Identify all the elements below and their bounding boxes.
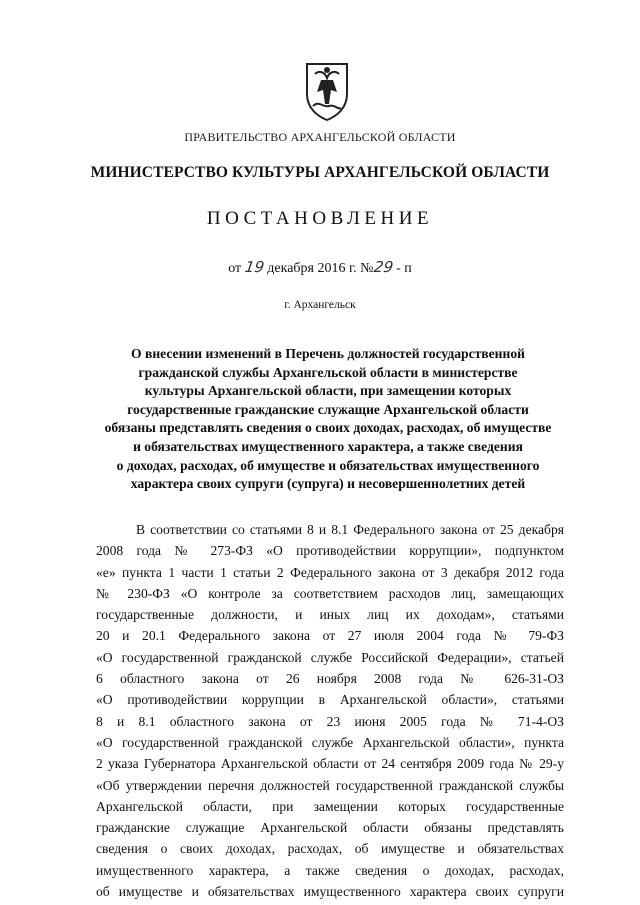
date-month-year: декабря 2016 г. № — [267, 261, 374, 276]
body-line: 6 областного закона от 26 ноября 2008 года № 626-31-ОЗ — [96, 671, 564, 687]
title-line: О внесении изменений в Перечень должностей государственной — [131, 346, 525, 361]
government-name: ПРАВИТЕЛЬСТВО АРХАНГЕЛЬСКОЙ ОБЛАСТИ — [184, 130, 456, 144]
title-line: культуры Архангельской области, при замещении которых — [144, 383, 512, 399]
body-text — [96, 519, 564, 902]
document-type: ПОСТАНОВЛЕНИЕ — [206, 208, 434, 229]
document-title — [92, 345, 564, 494]
body-line: № 230-ФЗ «О контроле за соответствием расходов лиц, замещающих — [96, 585, 564, 601]
date-prefix: от — [228, 261, 242, 276]
coat-of-arms-icon — [303, 60, 351, 122]
body-line: В соответствии со статьями 8 и 8.1 Федерального закона от 25 декабря — [136, 522, 564, 537]
title-line: о доходах, расходах, об имуществе и обязательствах имущественного — [116, 457, 540, 473]
body-line: имущественного характера, а также сведения о доходах, расходах, — [96, 862, 564, 878]
title-line: характера своих супруги (супруга) и несовершеннолетних детей — [130, 476, 526, 492]
city-name: г. Архангельск — [284, 299, 356, 311]
body-line: Архангельской области, при замещении которых государственные — [96, 798, 564, 814]
body-line: «е» пункта 1 части 1 статьи 2 Федерального закона от 3 декабря 2012 года — [96, 564, 564, 580]
document-date-line — [0, 258, 640, 277]
body-line: 2 указа Губернатора Архангельской области от 24 сентября 2009 года № 29-у — [96, 756, 564, 772]
body-line: государственные должности, и иных лиц их доходам», статьями — [96, 607, 564, 623]
body-line: «О государственной гражданской службе Архангельской области», пункта — [96, 734, 564, 750]
body-line: гражданские служащие Архангельской области обязаны представлять — [96, 820, 564, 836]
body-line: 8 и 8.1 областного закона от 23 июня 2005 года № 71-4-ОЗ — [96, 713, 564, 729]
body-line: 2008 года № 273-ФЗ «О противодействии коррупции», подпунктом — [96, 543, 564, 559]
title-line: и обязательствах имущественного характера, а также сведения — [133, 438, 523, 454]
body-line: 20 и 20.1 Федерального закона от 27 июля 2004 года № 79-ФЗ — [96, 628, 564, 644]
handwritten-day: 19 — [243, 258, 266, 276]
body-line: «О противодействии коррупции в Архангельской области», статьями — [96, 692, 564, 708]
title-line: гражданской службы Архангельской области в министерстве — [138, 364, 518, 380]
ministry-name: МИНИСТЕРСТВО КУЛЬТУРЫ АРХАНГЕЛЬСКОЙ ОБЛАСТИ — [90, 164, 550, 181]
body-line: «Об утверждении перечня должностей государственной гражданской службы — [96, 777, 564, 793]
number-suffix: - п — [396, 261, 412, 276]
handwritten-number: 29 — [372, 258, 394, 276]
title-line: государственные гражданские служащие Архангельской области — [127, 401, 529, 417]
body-line: «О государственной гражданской службе Российской Федерации», статьей — [96, 649, 564, 665]
body-line: сведения о своих доходах, расходах, об имуществе и обязательствах — [96, 841, 564, 857]
title-line: обязаны представлять сведения о своих доходах, расходах, об имуществе — [104, 420, 552, 436]
body-line: об имуществе и обязательствах имущественного характера своих супруги — [96, 884, 564, 900]
